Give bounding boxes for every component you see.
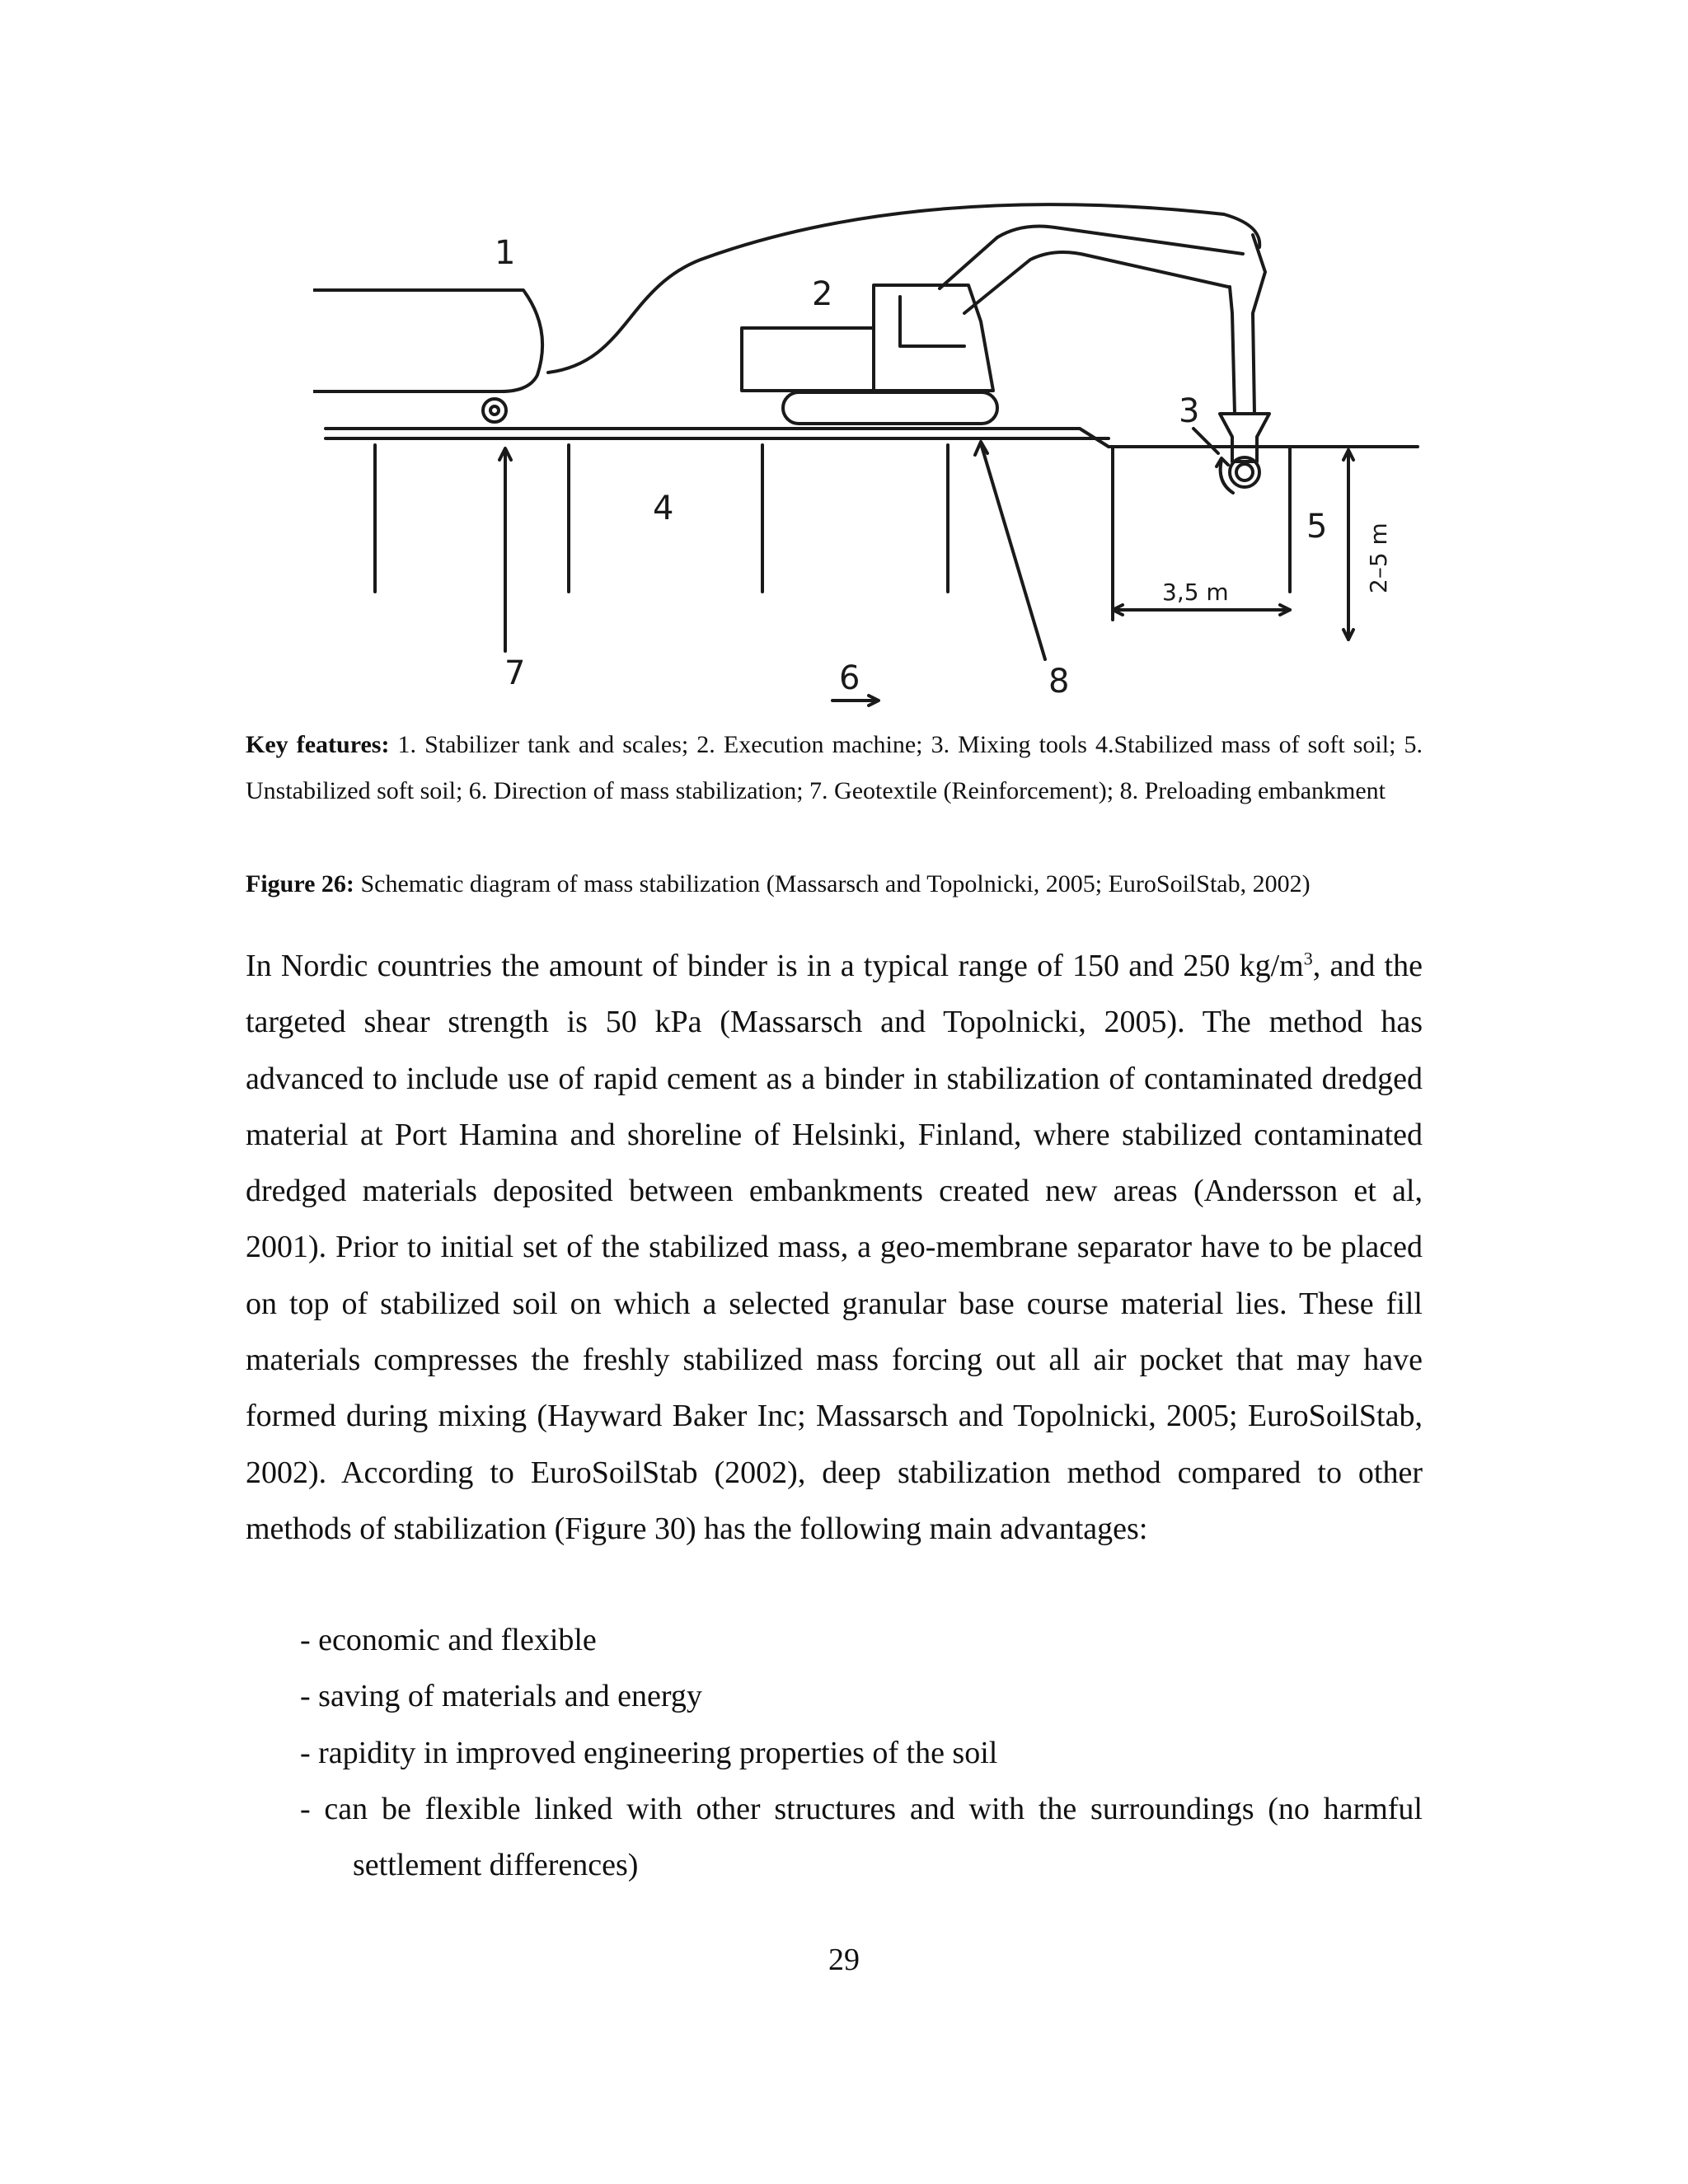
label-2: 2 (812, 275, 833, 313)
machine-tracks (783, 392, 997, 424)
figure-caption (246, 861, 1424, 907)
mixing-tool (1220, 414, 1269, 462)
key-features (246, 722, 1423, 814)
label-1: 1 (495, 234, 516, 272)
machine-cab (874, 285, 993, 391)
list-item: - can be flexible linked with other structures and with the surroundings (no harmful settlement differences) (300, 1791, 1423, 1883)
figure-caption-label: Figure 26: (246, 870, 354, 898)
label-8: 8 (1048, 663, 1070, 701)
label-depth: 2–5 m (1365, 523, 1392, 593)
label-7: 7 (504, 654, 526, 692)
tank-wheel-hub (490, 406, 499, 415)
list-item: - rapidity in improved engineering properties of the soil (300, 1735, 998, 1770)
label-4: 4 (653, 490, 674, 527)
machine-boom-lower (964, 252, 1228, 313)
body-text-part2: , and the targeted shear strength is 50 kPa (Massarsch and Topolnicki, 2005). The method has advanced to include use of rapid cement as a binder in stabilization of contaminated dredged material at Port Hamina and shoreline of Helsinki, Finland, where stabilized contaminated dredged materials deposited between embankments created new areas (Andersson et al, 2001). Prior to initial set of the stabilized mass, a geo-membrane separator have to be placed on top of stabilized soil on which a selected granular base course material lies. These fill materials compresses the freshly stabilized mass forcing out all air pocket that may have formed during mixing (Hayward Baker Inc; Massarsch and Topolnicki, 2005; EuroSoilStab, 2002). According to EuroSoilStab (2002), deep stabilization method compared to other methods of stabilization (Figure 30) has the following main advantages: (246, 949, 1423, 1546)
pointer-8 (981, 443, 1045, 659)
mass-stabilization-diagram (313, 198, 1423, 725)
machine-body (742, 328, 874, 391)
machine-arm (1230, 235, 1265, 414)
cab-window (900, 297, 964, 346)
mixing-drum-inner (1236, 464, 1253, 480)
body-text-part1: In Nordic countries the amount of binder is in a typical range of 150 and 250 kg/m (246, 949, 1304, 983)
pointer-3 (1193, 429, 1218, 453)
body-paragraph (246, 938, 1423, 1557)
page-number: 29 (828, 1943, 860, 1977)
list-item: - saving of materials and energy (300, 1679, 702, 1714)
key-features-text: 1. Stabilizer tank and scales; 2. Execution machine; 3. Mixing tools 4.Stabilized mass of soft soil; 5. Unstabilized soft soil; 6. Direction of mass stabilization; 7. Geotextile (Reinforcement); 8. Preloading embankment (246, 731, 1423, 804)
label-5: 5 (1306, 508, 1328, 546)
tank-wheel (483, 399, 506, 422)
label-6: 6 (839, 659, 860, 697)
figure-caption-text: Schematic diagram of mass stabilization (Massarsch and Topolnicki, 2005; EuroSoilStab, 2002) (354, 870, 1311, 898)
label-width: 3,5 m (1162, 579, 1229, 606)
label-3: 3 (1179, 392, 1200, 430)
diagram-svg (313, 198, 1423, 725)
key-features-label: Key features: (246, 731, 390, 758)
list-item: - economic and flexible (300, 1623, 597, 1657)
body-superscript: 3 (1303, 948, 1313, 969)
stabilizer-tank (313, 290, 542, 391)
advantages-list (300, 1612, 1423, 1893)
